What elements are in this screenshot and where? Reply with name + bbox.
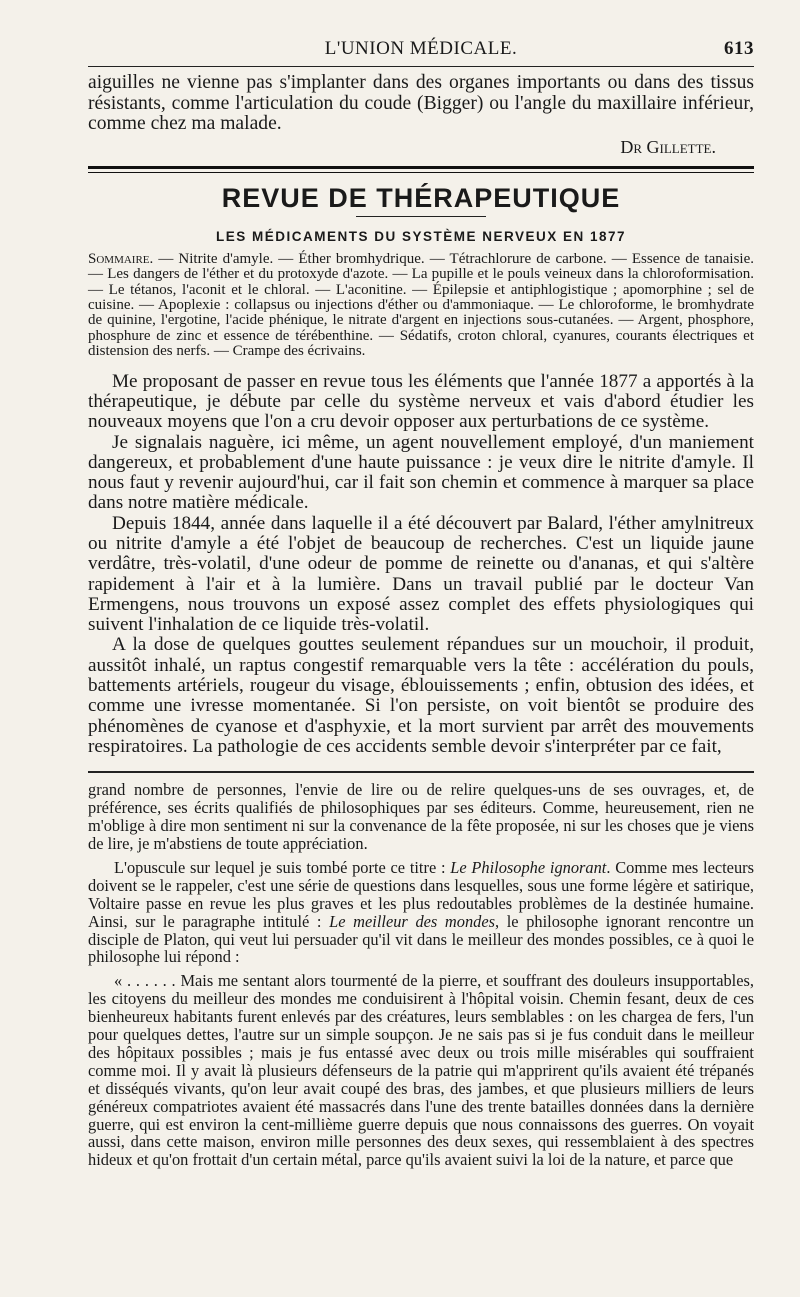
section-subtitle: LES MÉDICAMENTS DU SYSTÈME NERVEUX EN 1877 bbox=[215, 228, 627, 244]
title-rule bbox=[356, 216, 486, 217]
summary-text: — Nitrite d'amyle. — Éther bromhydrique. — Tétrachlorure de carbone. — Essence de tanaisie. — Les dangers de l'éther et du protoxyde d'azote. — La pupille et le pouls veineux dans la chloroformisation. — Le tétanos, l'aconit et le chloral. — L'aconitine. — Épilepsie et antiphlogistique ; apomorphine ; sel de cuisine. — Apoplexie : collapsus ou injections d'éther ou d'ammoniaque. — Le chloroforme, le bromhydrate de quinine, l'ergotine, l'acide phénique, le nitrate d'argent en injections sous-cutanées. — Argent, phosphore, phosphure de zinc et essence de térébenthine. — Sédatifs, croton chloral, cyanures, courants électriques et distension des nerfs. — Crampe des écrivains. bbox=[88, 250, 754, 360]
main-article bbox=[88, 372, 754, 758]
article-paragraph-1: Me proposant de passer en revue tous les éléments que l'année 1877 a apportés à la thérapeutique, je débute par celle du système nerveux et vais d'abord étudier les nouveaux moyens que l'on a cru devoir opposer aux perturbations de ce système. bbox=[88, 370, 754, 433]
journal-title: L'UNION MÉDICALE. bbox=[324, 38, 518, 59]
feuilleton-text: , le philosophe ignorant rencontre un disciple de Platon, qui veut lui persuader qu'il vit dans le meilleur des mondes possibles, ce à quoi le philosophe lui répond : bbox=[88, 911, 754, 967]
feuilleton-paragraph-2 bbox=[88, 859, 754, 966]
summary bbox=[88, 252, 754, 360]
article-paragraph-4: A la dose de quelques gouttes seulement répandues sur un mouchoir, il produit, aussitôt inhalé, un raptus congestif remarquable vers la tête : accélération du pouls, battements artériels, rougeur du visage, éblouissements ; enfin, obtusion des idées, et comme une ivresse momentanée. Si l'on persiste, on voit bientôt se produire des phénomènes de cyanose et d'asphyxie, et la mort survient par arrêt des mouvements respiratoires. La pathologie de ces accidents semble devoir s'interpréter par ce fait, bbox=[88, 634, 754, 757]
feuilleton bbox=[88, 781, 754, 1169]
section-divider bbox=[88, 166, 754, 173]
header-rule bbox=[88, 66, 754, 67]
chapter-title: Le meilleur des mondes bbox=[329, 911, 496, 931]
top-paragraph: aiguilles ne vienne pas s'implanter dans des organes importants ou dans des tissus résistants, comme l'articulation du coude (Bigger) ou l'angle du maxillaire inférieur, comme chez ma malade. bbox=[88, 72, 754, 135]
signature: Dr Gillette. bbox=[620, 136, 716, 157]
feuilleton-text: . Comme mes lecteurs doivent se le rappeler, c'est une série de questions dans lesquelles, sous une forme légère et satirique, Voltaire passe en revue les plus graves et les plus redoutables problèmes de la destinée humaine. Ainsi, sur le paragraphe intitulé : bbox=[88, 857, 754, 931]
article-paragraph-2: Je signalais naguère, ici même, un agent nouvellement employé, d'un maniement dangereux, et probablement d'une haute puissance : je veux dire le nitrite d'amyle. Il nous faut y revenir aujourd'hui, car il fait son chemin et commence à marquer sa place dans notre matière médicale. bbox=[88, 431, 754, 514]
summary-label: Sommaire. bbox=[88, 250, 154, 267]
page-number: 613 bbox=[724, 38, 754, 59]
running-head bbox=[88, 34, 754, 64]
feuilleton-divider bbox=[88, 771, 754, 773]
top-text bbox=[88, 73, 754, 135]
article-paragraph-3: Depuis 1844, année dans laquelle il a été découvert par Balard, l'éther amylnitreux ou nitrite d'amyle a été l'objet de beaucoup de recherches. C'est un liquide jaune verdâtre, très-volatil, d'une odeur de pomme de reinette ou d'ananas, et qui s'altère rapidement à l'air et à la lumière. Dans un travail publié par le docteur Van Ermengens, nous trouvons un exposé assez complet des effets physiologiques qui suivent l'inhalation de ce liquide très-volatil. bbox=[88, 512, 754, 636]
feuilleton-paragraph-3: « . . . . . . Mais me sentant alors tourmenté de la pierre, et souffrant des douleurs insupportables, les citoyens du meilleur des mondes me conduisirent à l'hôpital voisin. Chemin fesant, deux de ces bienheureux habitants furent enlevés par des créatures, leurs semblables : on les chargea de fers, l'un pour quelques dettes, l'autre sur un simple soupçon. Je ne sais pas si je fus conduit dans le meilleur des hôpitaux possibles ; mais je fus entassé avec deux ou trois mille misérables qui souffraient comme moi. Il y avait là plusieurs défenseurs de la patrie qui m'apprirent qu'ils avaient été trépanés et disséqués vivants, qu'on leur avait coupé des bras, des jambes, et que plusieurs milliers de leurs généreux compatriotes avaient été massacrés dans l'une des trente batailles données dans la dernière guerre, qui est environ la cent-millième guerre depuis que nous connaissons des guerres. On voyait aussi, dans cette maison, environ mille personnes des deux sexes, qui ressemblaient à des spectres hideux et qu'on frottait d'un certain métal, parce qu'ils avaient suivi la loi de la nature, et parce que bbox=[88, 971, 754, 1170]
book-title: Le Philosophe ignorant bbox=[450, 857, 607, 877]
feuilleton-paragraph-1: grand nombre de personnes, l'envie de lire ou de relire quelques-uns de ses ouvrages, et, de préférence, ses écrits qualifiés de philosophiques par ses éditeurs. Comme, heureusement, rien ne m'oblige à dire mon sentiment ni sur la convenance de la fête proposée, ni sur les choses que je viens de lire, je m'abstiens de toute appréciation. bbox=[88, 780, 754, 853]
section-title: REVUE DE THÉRAPEUTIQUE bbox=[221, 182, 621, 213]
feuilleton-text: L'opuscule sur lequel je suis tombé porte ce titre : bbox=[114, 857, 451, 877]
